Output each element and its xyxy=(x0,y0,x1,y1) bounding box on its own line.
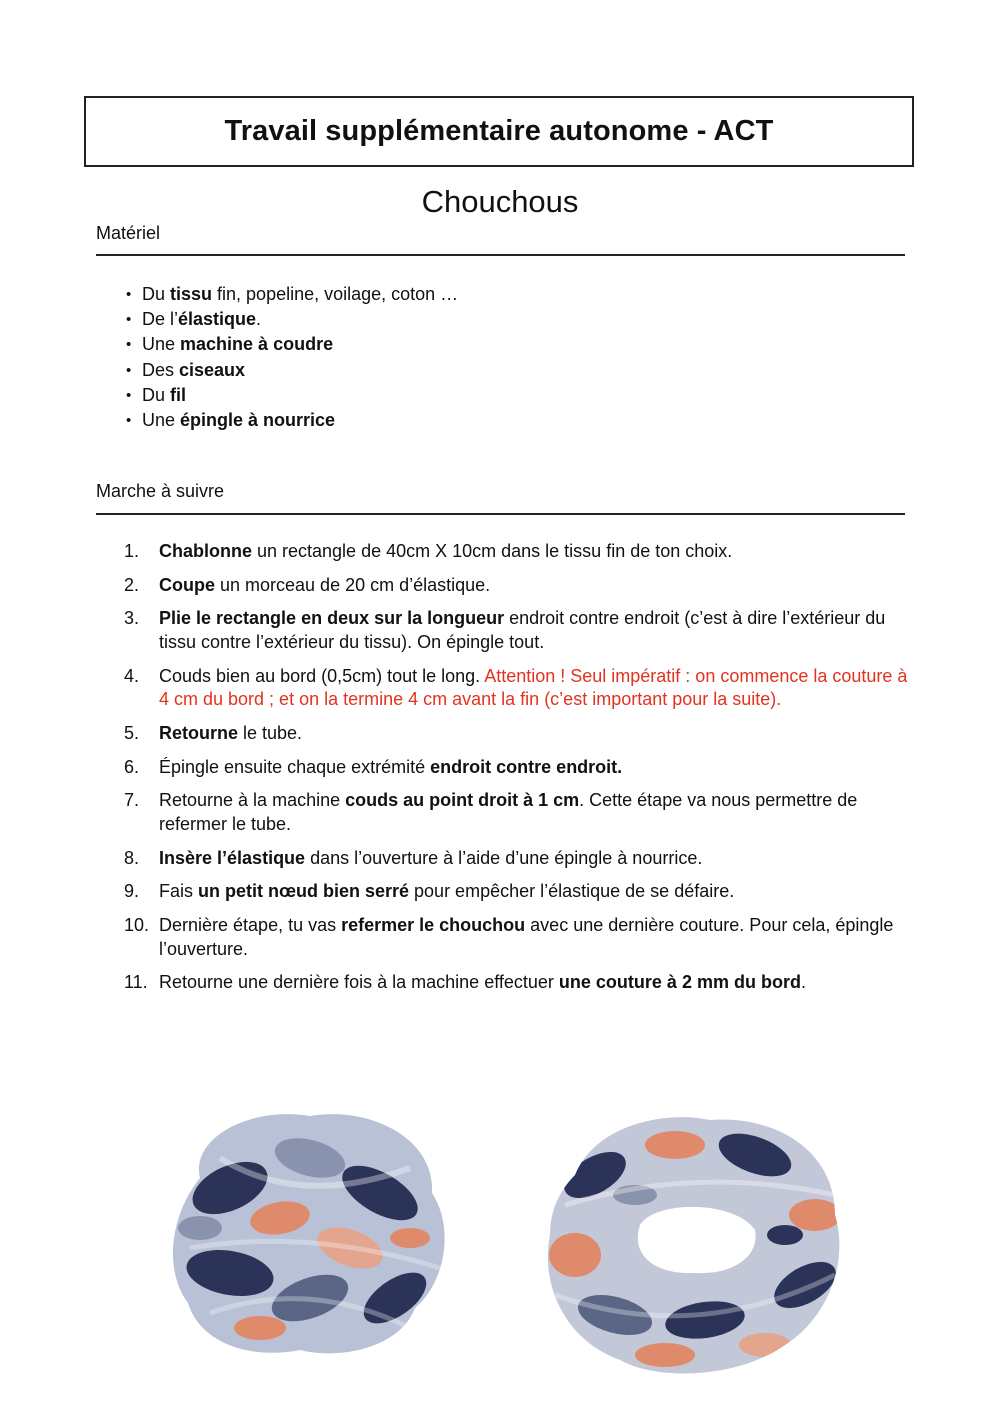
step-number: 5. xyxy=(124,722,140,743)
step-text: le tube. xyxy=(238,722,303,743)
step-text: une couture à 2 mm du bord xyxy=(558,972,801,993)
step-warning-text: Attention ! Seul impératif : on commence la couture à 4 cm du bord ; et on la termine 4 cm avant la fin (c’est important pour la suite). xyxy=(159,665,908,710)
step-text: couds au point droit à 1 cm xyxy=(345,790,580,811)
scrunchie-photo-left xyxy=(160,1098,460,1368)
procedure-heading: Marche à suivre xyxy=(96,481,225,501)
step-text: avec une dernière couture. Pour cela, épingle l’ouverture. xyxy=(159,914,894,959)
step-number: 8. xyxy=(124,847,140,868)
step-text: Retourne à la machine xyxy=(159,790,346,811)
step-text: Insère l’élastique xyxy=(159,847,306,868)
step-number: 9. xyxy=(124,881,140,902)
step-number: 4. xyxy=(124,665,140,686)
list-item: • De l’élastique. xyxy=(124,307,458,332)
step-item xyxy=(124,789,914,836)
step-text: Chablonne xyxy=(159,541,252,561)
step-number: 2. xyxy=(124,574,140,595)
step-item xyxy=(124,574,914,598)
step-text: pour empêcher l’élastique de se défaire. xyxy=(409,881,735,902)
step-item xyxy=(124,540,914,564)
step-text: . xyxy=(800,972,806,993)
step-text: refermer le chouchou xyxy=(341,914,526,935)
scrunchie-photo-right xyxy=(535,1105,855,1385)
step-text: un rectangle de 40cm X 10cm dans le tissu fin de ton choix. xyxy=(252,541,733,561)
step-number: 6. xyxy=(124,756,140,777)
step-item xyxy=(124,722,914,746)
page-title: Travail supplémentaire autonome - ACT xyxy=(224,115,774,147)
step-text: Dernière étape, tu vas xyxy=(159,914,342,935)
step-text: un morceau de 20 cm d’élastique. xyxy=(215,574,491,595)
step-text: Retourne xyxy=(159,722,239,743)
materials-list xyxy=(124,282,458,433)
list-item: • Une machine à coudre xyxy=(124,332,458,357)
list-item: • Du fil xyxy=(124,383,458,408)
step-number: 7. xyxy=(124,790,140,811)
step-text: Fais xyxy=(159,881,199,902)
step-text: dans l’ouverture à l’aide d’une épingle à nourrice. xyxy=(305,847,703,868)
step-text: Plie le rectangle en deux sur la longueur xyxy=(159,608,505,629)
step-item xyxy=(124,971,914,995)
step-item xyxy=(124,607,914,654)
step-item xyxy=(124,914,914,961)
steps-list xyxy=(124,540,914,1005)
step-number: 3. xyxy=(124,608,140,629)
step-item xyxy=(124,756,914,780)
title-box xyxy=(84,96,914,167)
step-text: Coupe xyxy=(159,574,215,595)
step-item xyxy=(124,880,914,904)
step-number: 10. xyxy=(124,914,150,935)
list-item: • Du tissu fin, popeline, voilage, coton … xyxy=(124,282,458,307)
step-text: endroit contre endroit (c’est à dire l’extérieur du tissu contre l’extérieur du tissu). On épingle tout. xyxy=(159,608,886,652)
step-number: 1. xyxy=(124,541,140,561)
list-item: • Une épingle à nourrice xyxy=(124,408,458,433)
step-text: endroit contre endroit. xyxy=(430,756,623,777)
step-text: Retourne une dernière fois à la machine effectuer xyxy=(159,972,559,993)
procedure-divider xyxy=(96,513,905,515)
step-text: Couds bien au bord (0,5cm) tout le long. xyxy=(159,665,485,686)
step-number: 11. xyxy=(124,972,148,993)
document-subtitle: Chouchous xyxy=(421,184,579,219)
materials-heading: Matériel xyxy=(96,223,161,243)
step-text: . Cette étape va nous permettre de refermer le tube. xyxy=(159,790,858,834)
step-item xyxy=(124,847,914,871)
step-text: un petit nœud bien serré xyxy=(198,881,410,902)
materials-divider xyxy=(96,254,905,256)
step-text: Épingle ensuite chaque extrémité xyxy=(159,756,431,777)
list-item: • Des ciseaux xyxy=(124,358,458,383)
step-item xyxy=(124,665,914,712)
